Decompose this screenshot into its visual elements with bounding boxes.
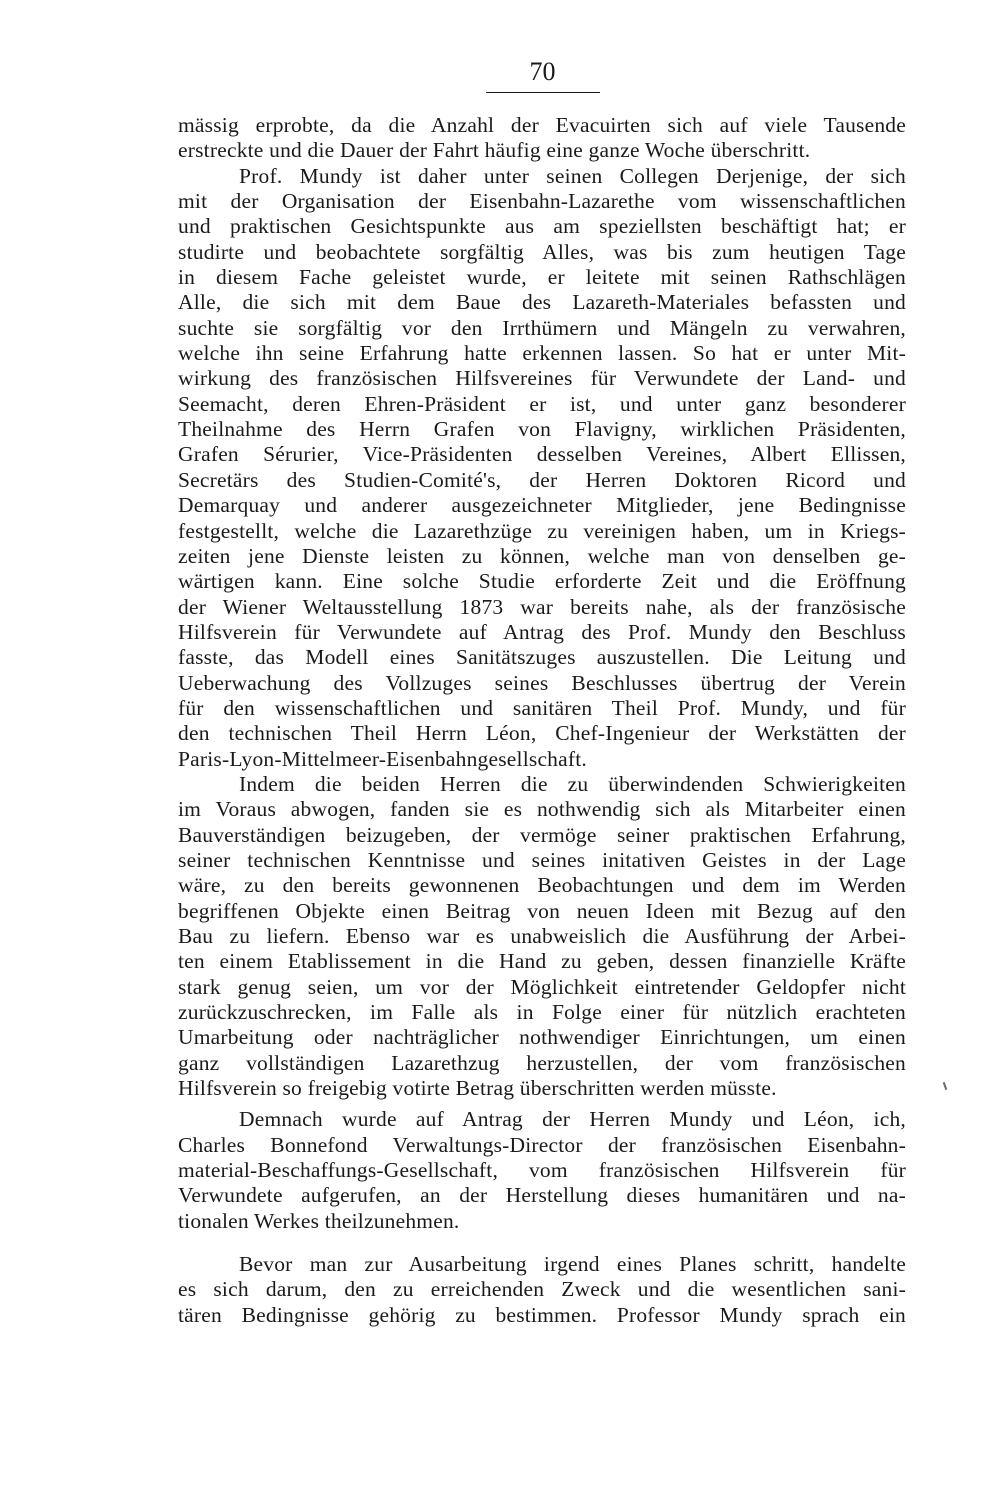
paragraph <box>178 772 906 1101</box>
text-line: den technischen Theil Herrn Léon, Chef-Ingenieur der Werkstätten der <box>178 721 906 746</box>
text-line: in diesem Fache geleistet wurde, er leitete mit seinen Rathschlägen <box>178 265 906 290</box>
text-line: zurückzuschrecken, im Falle als in Folge einer für nützlich erachteten <box>178 1000 906 1025</box>
text-line: studirte und beobachtete sorgfältig Alles, was bis zum heutigen Tage <box>178 239 906 264</box>
text-line: mit der Organisation der Eisenbahn-Lazarethe vom wissenschaftlichen <box>178 189 906 214</box>
paragraph <box>178 113 906 164</box>
text-line: es sich darum, den zu erreichenden Zweck und die wesentlichen sani- <box>178 1277 906 1302</box>
text-line: suchte sie sorgfältig vor den Irrthümern und Mängeln zu verwahren, <box>178 315 906 340</box>
text-line: Indem die beiden Herren die zu überwindenden Schwierigkeiten <box>239 771 906 796</box>
text-line: Theilnahme des Herrn Grafen von Flavigny, wirklichen Präsidenten, <box>178 417 906 442</box>
body-text <box>178 113 906 1328</box>
text-line: Prof. Mundy ist daher unter seinen Collegen Derjenige, der sich <box>239 163 906 188</box>
text-line: für den wissenschaftlichen und sanitären Theil Prof. Mundy, und für <box>178 695 906 720</box>
text-line: wäre, zu den bereits gewonnenen Beobachtungen und dem im Werden <box>178 873 906 898</box>
text-line: Ueberwachung des Vollzuges seines Beschlusses übertrug der Verein <box>178 670 906 695</box>
text-line: wärtigen kann. Eine solche Studie erforderte Zeit und die Eröffnung <box>178 569 906 594</box>
text-line: Alle, die sich mit dem Baue des Lazareth-Materiales befassten und <box>178 290 906 315</box>
text-line: Seemacht, deren Ehren-Präsident er ist, und unter ganz besonderer <box>178 391 906 416</box>
text-line: der Wiener Weltausstellung 1873 war bereits nahe, als der französische <box>178 594 906 619</box>
text-line: Hilfsverein für Verwundete auf Antrag des Prof. Mundy den Beschluss <box>178 619 906 644</box>
text-line: mässig erprobte, da die Anzahl der Evacuirten sich auf viele Tausende <box>178 113 906 137</box>
text-line: Demnach wurde auf Antrag der Herren Mundy und Léon, ich, <box>239 1107 906 1132</box>
paragraph <box>178 1252 906 1328</box>
paragraph <box>178 164 906 772</box>
text-line: stark genug seien, um vor der Möglichkeit eintretender Geldopfer nicht <box>178 974 906 999</box>
paragraph <box>178 1107 906 1234</box>
text-line: erstreckte und die Dauer der Fahrt häufig eine ganze Woche überschritt. <box>178 138 811 163</box>
text-line: tären Bedingnisse gehörig zu bestimmen. Professor Mundy sprach ein <box>178 1302 906 1327</box>
page-number: 70 <box>529 57 556 86</box>
page-number-rule <box>486 92 600 93</box>
scan-speck <box>943 1082 948 1090</box>
text-line: Verwundete aufgerufen, an der Herstellung dieses humanitären und na- <box>178 1183 906 1208</box>
text-line: ganz vollständigen Lazarethzug herzustellen, der vom französischen <box>178 1050 906 1075</box>
text-line: Charles Bonnefond Verwaltungs-Director der französischen Eisenbahn- <box>178 1132 906 1157</box>
text-line: welche ihn seine Erfahrung hatte erkennen lassen. So hat er unter Mit- <box>178 341 906 366</box>
text-line: tionalen Werkes theilzunehmen. <box>178 1208 460 1233</box>
text-line: Demarquay und anderer ausgezeichneter Mitglieder, jene Bedingnisse <box>178 493 906 518</box>
text-line: Bau zu liefern. Ebenso war es unabweislich die Ausführung der Arbei- <box>178 924 906 948</box>
text-line: Secretärs des Studien-Comité's, der Herren Doktoren Ricord und <box>178 467 906 492</box>
text-line: begriffenen Objekte einen Beitrag von neuen Ideen mit Bezug auf den <box>178 898 906 923</box>
text-line: wirkung des französischen Hilfsvereines für Verwundete der Land- und <box>178 366 906 391</box>
paragraph-spacer <box>178 1234 906 1252</box>
text-line: material-Beschaffungs-Gesellschaft, vom französischen Hilfsverein für <box>178 1158 906 1183</box>
text-line: und praktischen Gesichtspunkte aus am speziellsten beschäftigt hat; er <box>178 214 906 239</box>
text-line: ten einem Etablissement in die Hand zu geben, dessen finanzielle Kräfte <box>178 949 906 974</box>
text-line: zeiten jene Dienste leisten zu können, welche man von denselben ge- <box>178 543 906 568</box>
text-line: seiner technischen Kenntnisse und seines initativen Geistes in der Lage <box>178 847 906 872</box>
text-line: Grafen Sérurier, Vice-Präsidenten desselben Vereines, Albert Ellissen, <box>178 442 906 467</box>
text-line: Bauverständigen beizugeben, der vermöge seiner praktischen Erfahrung, <box>178 822 906 847</box>
text-line: Umarbeitung oder nachträglicher nothwendiger Einrichtungen, um einen <box>178 1025 906 1050</box>
text-line: Hilfsverein so freigebig votirte Betrag überschritten werden müsste. <box>178 1076 777 1101</box>
text-line: Paris-Lyon-Mittelmeer-Eisenbahngesellschaft. <box>178 746 587 771</box>
text-line: festgestellt, welche die Lazarethzüge zu vereinigen haben, um in Kriegs- <box>178 518 906 543</box>
text-line: fasste, das Modell eines Sanitätszuges auszustellen. Die Leitung und <box>178 645 906 670</box>
text-line: im Voraus abwogen, fanden sie es nothwendig sich als Mitarbeiter einen <box>178 797 906 822</box>
text-line: Bevor man zur Ausarbeitung irgend eines Planes schritt, handelte <box>239 1252 906 1277</box>
